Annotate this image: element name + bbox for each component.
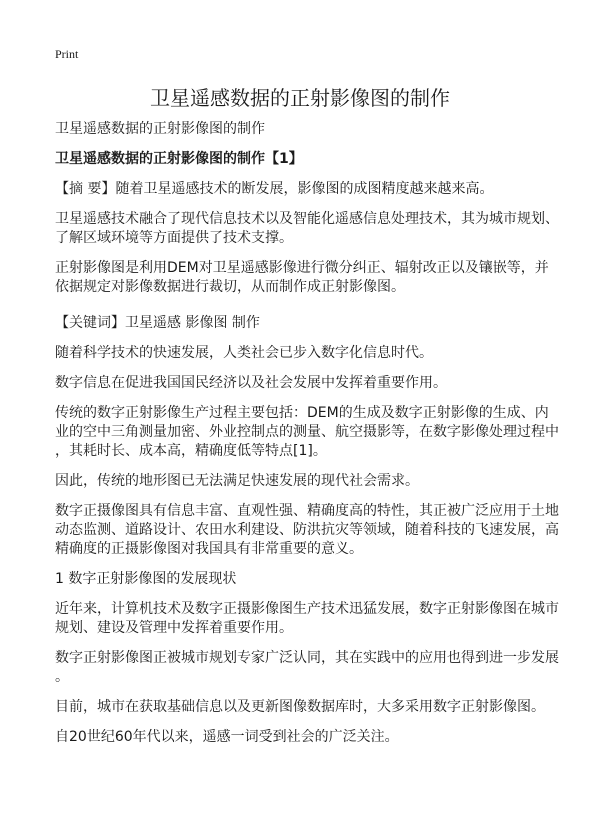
- paragraph: [55, 649, 559, 687]
- paragraph: [55, 120, 555, 139]
- paragraph: [55, 344, 555, 363]
- print-link[interactable]: Print: [55, 47, 79, 61]
- text-line: 动态监测、道路设计、农田水利建设、防洪抗灾等领域，随着科技的飞速发展，高: [55, 522, 559, 538]
- text-line: 依据规定对影像数据进行裁切，从而制作成正射影像图。: [55, 279, 405, 295]
- text-line: 卫星遥感数据的正射影像图的制作【1】: [55, 151, 303, 167]
- paragraph: [55, 404, 559, 461]
- text-line: 了解区域环境等方面提供了技术支撑。: [55, 230, 293, 246]
- text-line: 规划、建设及管理中发挥着重要作用。: [55, 620, 293, 636]
- text-line: 卫星遥感数据的正射影像图的制作: [55, 121, 265, 137]
- text-line: 精确度的正摄影像图对我国具有非常重要的意义。: [55, 541, 363, 557]
- paragraph: [55, 698, 555, 717]
- document-title: 卫星遥感数据的正射影像图的制作: [150, 86, 450, 110]
- paragraph: [55, 314, 555, 333]
- paragraph: [55, 259, 555, 297]
- text-line: 因此，传统的地形图已无法满足快速发展的现代社会需求。: [55, 473, 419, 489]
- text-line: 1 数字正射影像图的发展现状: [55, 571, 237, 587]
- text-line: 业的空中三角测量加密、外业控制点的测量、航空摄影等，在数字影像处理过程中: [55, 424, 559, 440]
- text-line: 目前，城市在获取基础信息以及更新图像数据库时，大多采用数字正射影像图。: [55, 699, 545, 715]
- text-line: 【关键词】卫星遥感 影像图 制作: [55, 315, 260, 331]
- text-line: 卫星遥感技术融合了现代信息技术以及智能化遥感信息处理技术，其为城市规划、: [55, 211, 559, 227]
- section-heading: [55, 150, 555, 169]
- text-line: 【摘 要】随着卫星遥感技术的断发展，影像图的成图精度越来越来高。: [55, 181, 494, 197]
- text-line: 传统的数字正射影像生产过程主要包括：DEM的生成及数字正射影像的生成、内: [55, 405, 549, 421]
- paragraph: [55, 600, 559, 638]
- paragraph: [55, 374, 555, 393]
- paragraph: [55, 180, 555, 199]
- paragraph: [55, 570, 555, 589]
- paragraph: [55, 472, 555, 491]
- text-line: 随着科学技术的快速发展，人类社会已步入数字化信息时代。: [55, 345, 433, 361]
- text-line: 近年来，计算机技术及数字正摄影像图生产技术迅猛发展，数字正射影像图在城市: [55, 601, 559, 617]
- text-line: 。: [55, 669, 69, 685]
- text-line: 数字正射影像图正被城市规划专家广泛认同，其在实践中的应用也得到进一步发展: [55, 650, 559, 666]
- text-line: ，其耗时长、成本高，精确度低等特点[1]。: [55, 443, 327, 459]
- document-body: [55, 120, 559, 758]
- paragraph: [55, 502, 559, 559]
- paragraph: [55, 210, 559, 248]
- text-line: 自20世纪60年代以来，遥感一词受到社会的广泛关注。: [55, 729, 399, 745]
- paragraph: [55, 728, 555, 747]
- text-line: 数字信息在促进我国国民经济以及社会发展中发挥着重要作用。: [55, 375, 447, 391]
- text-line: 正射影像图是利用DEM对卫星遥感影像进行微分纠正、辐射改正以及镶嵌等，并: [55, 260, 549, 276]
- text-line: 数字正摄像图具有信息丰富、直观性强、精确度高的特性，其正被广泛应用于土地: [55, 503, 559, 519]
